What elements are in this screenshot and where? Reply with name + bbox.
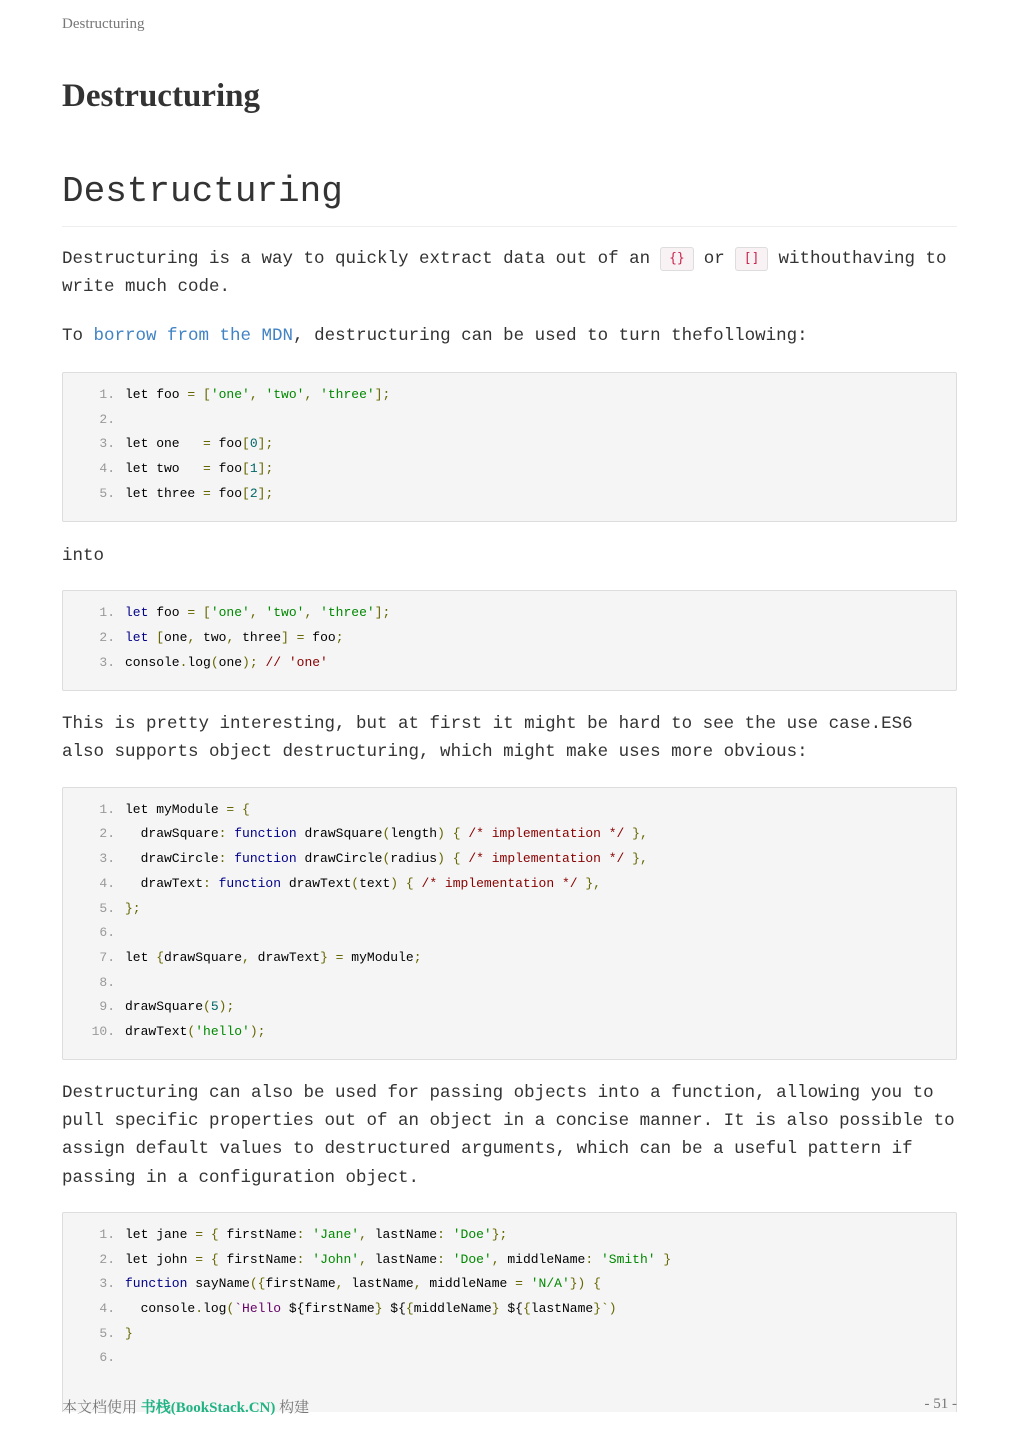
line-number: 2. (99, 826, 115, 842)
code-token: : (218, 851, 235, 867)
code-token: 'N/A' (530, 1276, 570, 1292)
line-number: 3. (99, 851, 115, 867)
code-text (125, 1248, 956, 1273)
code-token: ); (249, 1023, 266, 1039)
code-line (63, 798, 956, 823)
code-token: log (187, 654, 211, 670)
code-token: one (218, 654, 243, 670)
mdn-text-after: , destructuring can be used to turn thefollowing: (293, 325, 808, 346)
object-destructuring-paragraph: This is pretty interesting, but at first it might be hard to see the use case.ES6 also supports object destructuring, which might make uses more obvious: (62, 714, 913, 763)
line-number: 5. (99, 900, 115, 916)
code-token: } (125, 1325, 133, 1341)
code-token: , (413, 1276, 430, 1292)
article-content (62, 170, 957, 1412)
code-token: lastName (374, 1226, 438, 1242)
code-text (125, 798, 956, 823)
code-token: }; (491, 1226, 508, 1242)
code-line (63, 651, 956, 676)
code-token: } (491, 1301, 500, 1317)
line-number: 1. (99, 605, 115, 621)
code-token: ( (226, 1301, 235, 1317)
code-token: firstName (304, 1301, 375, 1317)
code-token: foo (148, 605, 188, 621)
code-token: 'one' (210, 386, 250, 402)
line-number: 4. (99, 875, 115, 891)
code-token: } (593, 1301, 601, 1317)
code-token: ]; (374, 386, 391, 402)
line-number: 1. (99, 801, 115, 817)
line-number: 2. (99, 1251, 115, 1267)
code-token: { (522, 1301, 531, 1317)
code-text (125, 626, 956, 651)
mdn-text-before: To (62, 325, 94, 346)
code-token: 2 (249, 485, 258, 501)
code-token: drawSquare (125, 999, 204, 1015)
code-token: ( (187, 1023, 196, 1039)
code-line (63, 897, 956, 922)
footer-suffix: 构建 (275, 1400, 310, 1416)
code-text (125, 847, 956, 872)
code-text (125, 651, 956, 676)
code-token: , (304, 386, 321, 402)
code-token: 'Doe' (452, 1226, 492, 1242)
code-token: ]; (257, 485, 274, 501)
code-token: } (655, 1251, 672, 1267)
code-token: lastName (374, 1251, 438, 1267)
code-token: middleName (429, 1276, 508, 1292)
inline-code-object: {} (660, 247, 694, 271)
code-block-array-destructure (62, 590, 957, 691)
code-token: ${ (288, 1301, 305, 1317)
code-token: drawText (125, 875, 204, 891)
code-line (63, 1322, 956, 1347)
line-number: 9. (99, 999, 115, 1015)
code-token: 'Jane' (312, 1226, 360, 1242)
code-token: firstName (265, 1276, 336, 1292)
code-line (63, 408, 956, 433)
code-token: 'one' (210, 605, 250, 621)
code-token: = { (195, 1226, 227, 1242)
code-token: console (125, 654, 180, 670)
code-text (125, 872, 956, 897)
line-number: 6. (99, 925, 115, 941)
code-token: 'two' (265, 386, 305, 402)
code-token: drawText (125, 1023, 188, 1039)
code-token: myModule (351, 949, 414, 965)
code-token: foo (312, 629, 336, 645)
code-token: ${ (499, 1301, 523, 1317)
running-header: Destructuring (62, 16, 145, 32)
line-number: 3. (99, 1276, 115, 1292)
code-token: function (234, 851, 297, 867)
code-token: . (195, 1301, 204, 1317)
line-number: 10. (91, 1023, 115, 1039)
code-token: let john (125, 1251, 196, 1267)
code-line (63, 822, 956, 847)
code-token: : (585, 1251, 601, 1267)
code-token: , (187, 629, 204, 645)
code-text (125, 1346, 956, 1371)
code-token: : (296, 1251, 313, 1267)
code-token: 'Smith' (600, 1251, 656, 1267)
code-token: }; (125, 900, 141, 916)
code-token: lastName (530, 1301, 594, 1317)
code-token: : (437, 1226, 453, 1242)
code-line (63, 1272, 956, 1297)
code-token: drawText (257, 949, 321, 965)
code-token: , (335, 1276, 352, 1292)
code-text (125, 601, 956, 626)
line-number: 2. (99, 629, 115, 645)
code-token: `) (601, 1301, 617, 1317)
code-token: ; (335, 629, 344, 645)
code-token: 'two' (265, 605, 305, 621)
code-text (125, 408, 956, 433)
page-title: Destructuring (62, 78, 260, 114)
code-token: drawSquare (164, 949, 243, 965)
code-token: ({ (249, 1276, 266, 1292)
code-token: firstName (226, 1251, 297, 1267)
code-text (125, 921, 956, 946)
code-token: let foo (125, 386, 188, 402)
code-line (63, 995, 956, 1020)
code-line (63, 971, 956, 996)
code-token: }, (577, 875, 601, 891)
code-token: , (491, 1251, 508, 1267)
code-token: [ (242, 485, 250, 501)
code-token: drawSquare (125, 826, 219, 842)
code-token: 1 (249, 460, 258, 476)
code-text (125, 1322, 956, 1347)
code-token: /* implementation */ (421, 875, 578, 891)
code-token: foo (218, 485, 243, 501)
code-block-function-args (62, 1212, 957, 1412)
code-token: foo (218, 436, 243, 452)
line-number: 5. (99, 485, 115, 501)
code-text (125, 1223, 956, 1248)
code-line (63, 847, 956, 872)
code-token: `Hello (234, 1301, 289, 1317)
code-text (125, 1272, 956, 1297)
code-token: let (125, 949, 157, 965)
footer-prefix: 本文档使用 (62, 1400, 141, 1416)
code-token: = (203, 485, 219, 501)
code-block-array-basic (62, 372, 957, 522)
code-token: middleName (507, 1251, 586, 1267)
code-token: foo (218, 460, 243, 476)
code-text (125, 897, 956, 922)
code-token: }, (624, 826, 648, 842)
code-line (63, 626, 956, 651)
code-token: ]; (257, 436, 274, 452)
code-token: radius (390, 851, 438, 867)
code-token: two (203, 629, 227, 645)
line-number: 1. (99, 386, 115, 402)
code-token: drawSquare (296, 826, 383, 842)
code-token: , (359, 1226, 375, 1242)
code-token: ) { (390, 875, 422, 891)
code-token: ${ (382, 1301, 406, 1317)
code-token: }) { (569, 1276, 601, 1292)
code-token: let one (125, 436, 204, 452)
code-token: : (203, 875, 219, 891)
code-token: . (179, 654, 188, 670)
code-token: three (242, 629, 282, 645)
code-token: drawCircle (296, 851, 383, 867)
code-token: let myModule (125, 801, 227, 817)
code-token: sayName (187, 1276, 250, 1292)
code-text (125, 432, 956, 457)
function-arguments-paragraph: Destructuring can also be used for passing objects into a function, allowing you to pull specific properties out of an object in a concise manner. It is also possible to assign default values to destructured arguments, which can be a useful pattern if passing in a configuration object. (62, 1082, 955, 1188)
code-token: = (203, 436, 219, 452)
code-line (63, 921, 956, 946)
code-token: = { (226, 801, 250, 817)
section-heading: Destructuring (62, 170, 957, 227)
code-token: = { (195, 1251, 227, 1267)
code-token: let two (125, 460, 204, 476)
intro-paragraph (62, 245, 957, 302)
code-text (125, 946, 956, 971)
code-token: function (125, 1276, 188, 1292)
code-line (63, 1223, 956, 1248)
code-token: 5 (210, 999, 219, 1015)
code-token: : (437, 1251, 453, 1267)
code-token: { (405, 1301, 414, 1317)
line-number: 1. (99, 1226, 115, 1242)
line-number: 3. (99, 654, 115, 670)
code-token: let jane (125, 1226, 196, 1242)
code-line (63, 482, 956, 507)
code-token: 'three' (320, 605, 375, 621)
mdn-paragraph (62, 322, 957, 350)
code-token: = [ (187, 386, 211, 402)
code-token: text (359, 875, 391, 891)
code-token: } = (320, 949, 352, 965)
code-token: 'hello' (195, 1023, 250, 1039)
code-token: 0 (249, 436, 258, 452)
code-token: let (125, 629, 149, 645)
code-token: drawText (281, 875, 352, 891)
code-token: : (218, 826, 235, 842)
code-token: let (125, 605, 149, 621)
code-token: , (359, 1251, 375, 1267)
code-token: function (234, 826, 297, 842)
code-token: ]; (374, 605, 391, 621)
code-token: [ (242, 460, 250, 476)
code-token: ); (218, 999, 235, 1015)
code-token: 'Doe' (452, 1251, 492, 1267)
code-token: : (296, 1226, 313, 1242)
code-token: { (156, 949, 165, 965)
code-token: lastName (351, 1276, 414, 1292)
code-token: = (507, 1276, 531, 1292)
intro-text-before: Destructuring is a way to quickly extract data out of an (62, 249, 651, 269)
code-token: one (164, 629, 188, 645)
intro-text-or: or (703, 249, 725, 269)
into-text: into (62, 545, 105, 566)
code-token: console (125, 1301, 196, 1317)
line-number: 4. (99, 460, 115, 476)
mdn-link[interactable]: borrow from the MDN (93, 325, 294, 346)
line-number: 3. (99, 436, 115, 452)
code-text (125, 1020, 956, 1045)
code-token: , (249, 605, 266, 621)
code-line (63, 383, 956, 408)
code-token: ( (382, 826, 391, 842)
code-line (63, 432, 956, 457)
line-number: 2. (99, 411, 115, 427)
code-token: [ (242, 436, 250, 452)
footer-brand-link[interactable]: 书栈(BookStack.CN) (140, 1400, 276, 1416)
line-number: 4. (99, 1301, 115, 1317)
code-token: [ (156, 629, 165, 645)
page-number: - 51 - (924, 1396, 957, 1412)
line-number: 5. (99, 1325, 115, 1341)
code-token: function (218, 875, 282, 891)
code-text (125, 1297, 956, 1322)
code-token: ( (210, 654, 219, 670)
code-token: , (304, 605, 321, 621)
code-text (125, 995, 956, 1020)
code-token: ) { (437, 826, 469, 842)
inline-code-array: [] (735, 247, 769, 271)
code-token: ); (242, 654, 266, 670)
code-token: ( (203, 999, 211, 1015)
code-token: 'John' (312, 1251, 360, 1267)
code-text (125, 383, 956, 408)
code-token: } (374, 1301, 383, 1317)
code-token: /* implementation */ (468, 826, 625, 842)
line-number: 8. (99, 974, 115, 990)
footer-credit (62, 1396, 309, 1417)
code-token: drawCircle (125, 851, 219, 867)
line-number: 7. (99, 949, 115, 965)
code-text (125, 822, 956, 847)
code-token: 'three' (320, 386, 375, 402)
code-token: ( (382, 851, 391, 867)
code-token: let three (125, 485, 204, 501)
code-token: ; (413, 949, 422, 965)
code-line (63, 1297, 956, 1322)
code-token: , (226, 629, 243, 645)
code-line (63, 1020, 956, 1045)
code-token: // 'one' (265, 654, 328, 670)
code-block-object-destructure (62, 787, 957, 1060)
code-text (125, 971, 956, 996)
code-token: = [ (187, 605, 211, 621)
code-token: ] = (281, 629, 313, 645)
code-line (63, 601, 956, 626)
intro-text-after: withouthaving to write much code. (62, 249, 947, 298)
code-token: ]; (257, 460, 274, 476)
code-token: log (203, 1301, 227, 1317)
code-token: length (390, 826, 438, 842)
code-token: , (242, 949, 258, 965)
code-text (125, 482, 956, 507)
code-line (63, 1248, 956, 1273)
code-token: /* implementation */ (468, 851, 625, 867)
code-token: ( (351, 875, 360, 891)
code-token: = (203, 460, 219, 476)
code-token: middleName (413, 1301, 492, 1317)
line-number: 6. (99, 1350, 115, 1366)
code-text (125, 457, 956, 482)
code-token: firstName (226, 1226, 297, 1242)
code-token: , (249, 386, 266, 402)
code-token: ) { (437, 851, 469, 867)
code-line (63, 1346, 956, 1371)
code-line (63, 872, 956, 897)
code-token: }, (624, 851, 648, 867)
code-line (63, 946, 956, 971)
code-line (63, 457, 956, 482)
